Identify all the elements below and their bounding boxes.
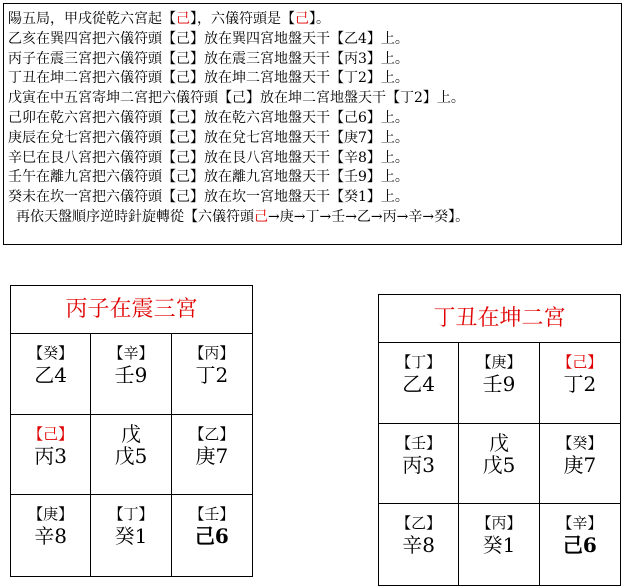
palace-cell <box>91 415 171 496</box>
heaven-stem: 【丙】 <box>189 344 235 362</box>
highlight-ji: 己 <box>254 208 268 225</box>
heaven-stem: 【癸】 <box>557 433 603 452</box>
earth-stem: 壬9 <box>482 372 516 396</box>
right-palace-grid <box>378 294 621 586</box>
grid-title: 丙子在震三宮 <box>11 286 252 334</box>
earth-stem: 辛8 <box>402 533 436 558</box>
earth-stem: 丙3 <box>34 443 68 468</box>
highlight-ji: 己 <box>295 11 309 27</box>
center-stem: 戊 <box>120 421 141 446</box>
text-line: 庚辰在兌七宮把六儀符頭【己】放在兌七宮地盤天干【庚7】上。 <box>8 129 409 146</box>
grid-title: 丁丑在坤二宮 <box>379 295 620 343</box>
text-line: 乙亥在巽四宮把六儀符頭【己】放在巽四宮地盤天干【乙4】上。 <box>8 30 409 47</box>
palace-cell <box>540 343 620 424</box>
heaven-stem: 【乙】 <box>189 424 235 443</box>
palace-cell <box>379 504 459 585</box>
text-line: 辛巳在艮八宮把六儀符頭【己】放在艮八宮地盤天干【辛8】上。 <box>8 149 409 166</box>
palace-cell <box>459 343 539 424</box>
text-line: 己卯在乾六宮把六儀符頭【己】放在乾六宮地盤天干【己6】上。 <box>8 109 409 126</box>
palace-cell <box>91 334 171 415</box>
earth-stem: 戊5 <box>482 452 516 477</box>
earth-stem: 乙4 <box>402 372 436 396</box>
heaven-stem: 【丁】 <box>108 505 154 524</box>
heaven-stem: 【辛】 <box>108 344 154 362</box>
heaven-stem: 【庚】 <box>476 353 522 371</box>
earth-stem: 辛8 <box>34 524 68 549</box>
palace-cell <box>172 415 252 496</box>
palace-cell <box>379 343 459 424</box>
palace-cell <box>91 495 171 576</box>
palace-cell <box>172 334 252 415</box>
earth-stem: 庚7 <box>563 452 597 477</box>
heaven-stem: 【己】 <box>28 424 74 443</box>
text-line: 丁丑在坤二宮把六儀符頭【己】放在坤二宮地盤天干【丁2】上。 <box>8 70 409 87</box>
text-line: 戊寅在中五宮寄坤二宮把六儀符頭【己】放在坤二宮地盤天干【丁2】上。 <box>8 90 465 107</box>
heaven-stem: 【辛】 <box>557 514 603 533</box>
heaven-stem: 【壬】 <box>189 505 235 524</box>
intro-line: 陽五局，甲戌從乾六宮起【己】，六儀符頭是【己】。 <box>8 11 330 27</box>
heaven-stem: 【庚】 <box>28 505 74 524</box>
left-palace-grid <box>10 285 253 577</box>
earth-stem: 丙3 <box>402 452 436 477</box>
highlight-ji: 己 <box>176 11 190 27</box>
earth-stem: 己6 <box>194 524 229 549</box>
heaven-stem: 【壬】 <box>396 433 442 452</box>
summary-line: 再依天盤順序逆時針旋轉從【六儀符頭己→庚→丁→壬→乙→丙→辛→癸】。 <box>16 208 470 225</box>
palace-cell <box>459 424 539 505</box>
palace-cell <box>172 495 252 576</box>
earth-stem: 癸1 <box>114 524 148 549</box>
palace-cell <box>459 504 539 585</box>
heaven-stem: 【癸】 <box>28 344 74 362</box>
center-stem: 戊 <box>488 430 509 455</box>
earth-stem: 壬9 <box>114 363 148 387</box>
heaven-stem: 【丁】 <box>396 353 442 371</box>
palace-cell <box>11 495 91 576</box>
palace-cell <box>540 424 620 505</box>
earth-stem: 丁2 <box>195 363 229 387</box>
text-line: 癸未在坎一宮把六儀符頭【己】放在坎一宮地盤天干【癸1】上。 <box>8 189 409 206</box>
earth-stem: 癸1 <box>482 533 516 558</box>
text-line: 丙子在震三宮把六儀符頭【己】放在震三宮地盤天干【丙3】上。 <box>8 50 409 67</box>
text-line: 壬午在離九宮把六儀符頭【己】放在離九宮地盤天干【壬9】上。 <box>8 169 409 186</box>
palace-cells <box>11 334 252 576</box>
heaven-stem: 【己】 <box>557 353 603 371</box>
earth-stem: 乙4 <box>34 363 68 387</box>
palace-cell <box>11 415 91 496</box>
heaven-stem: 【丙】 <box>476 514 522 533</box>
heaven-stem: 【乙】 <box>396 514 442 533</box>
palace-cell <box>540 504 620 585</box>
palace-cells <box>379 343 620 585</box>
earth-stem: 己6 <box>562 533 597 558</box>
earth-stem: 丁2 <box>563 372 597 396</box>
palace-cell <box>11 334 91 415</box>
explanation-text-box <box>3 3 622 245</box>
palace-cell <box>379 424 459 505</box>
earth-stem: 戊5 <box>114 443 148 468</box>
earth-stem: 庚7 <box>195 443 229 468</box>
